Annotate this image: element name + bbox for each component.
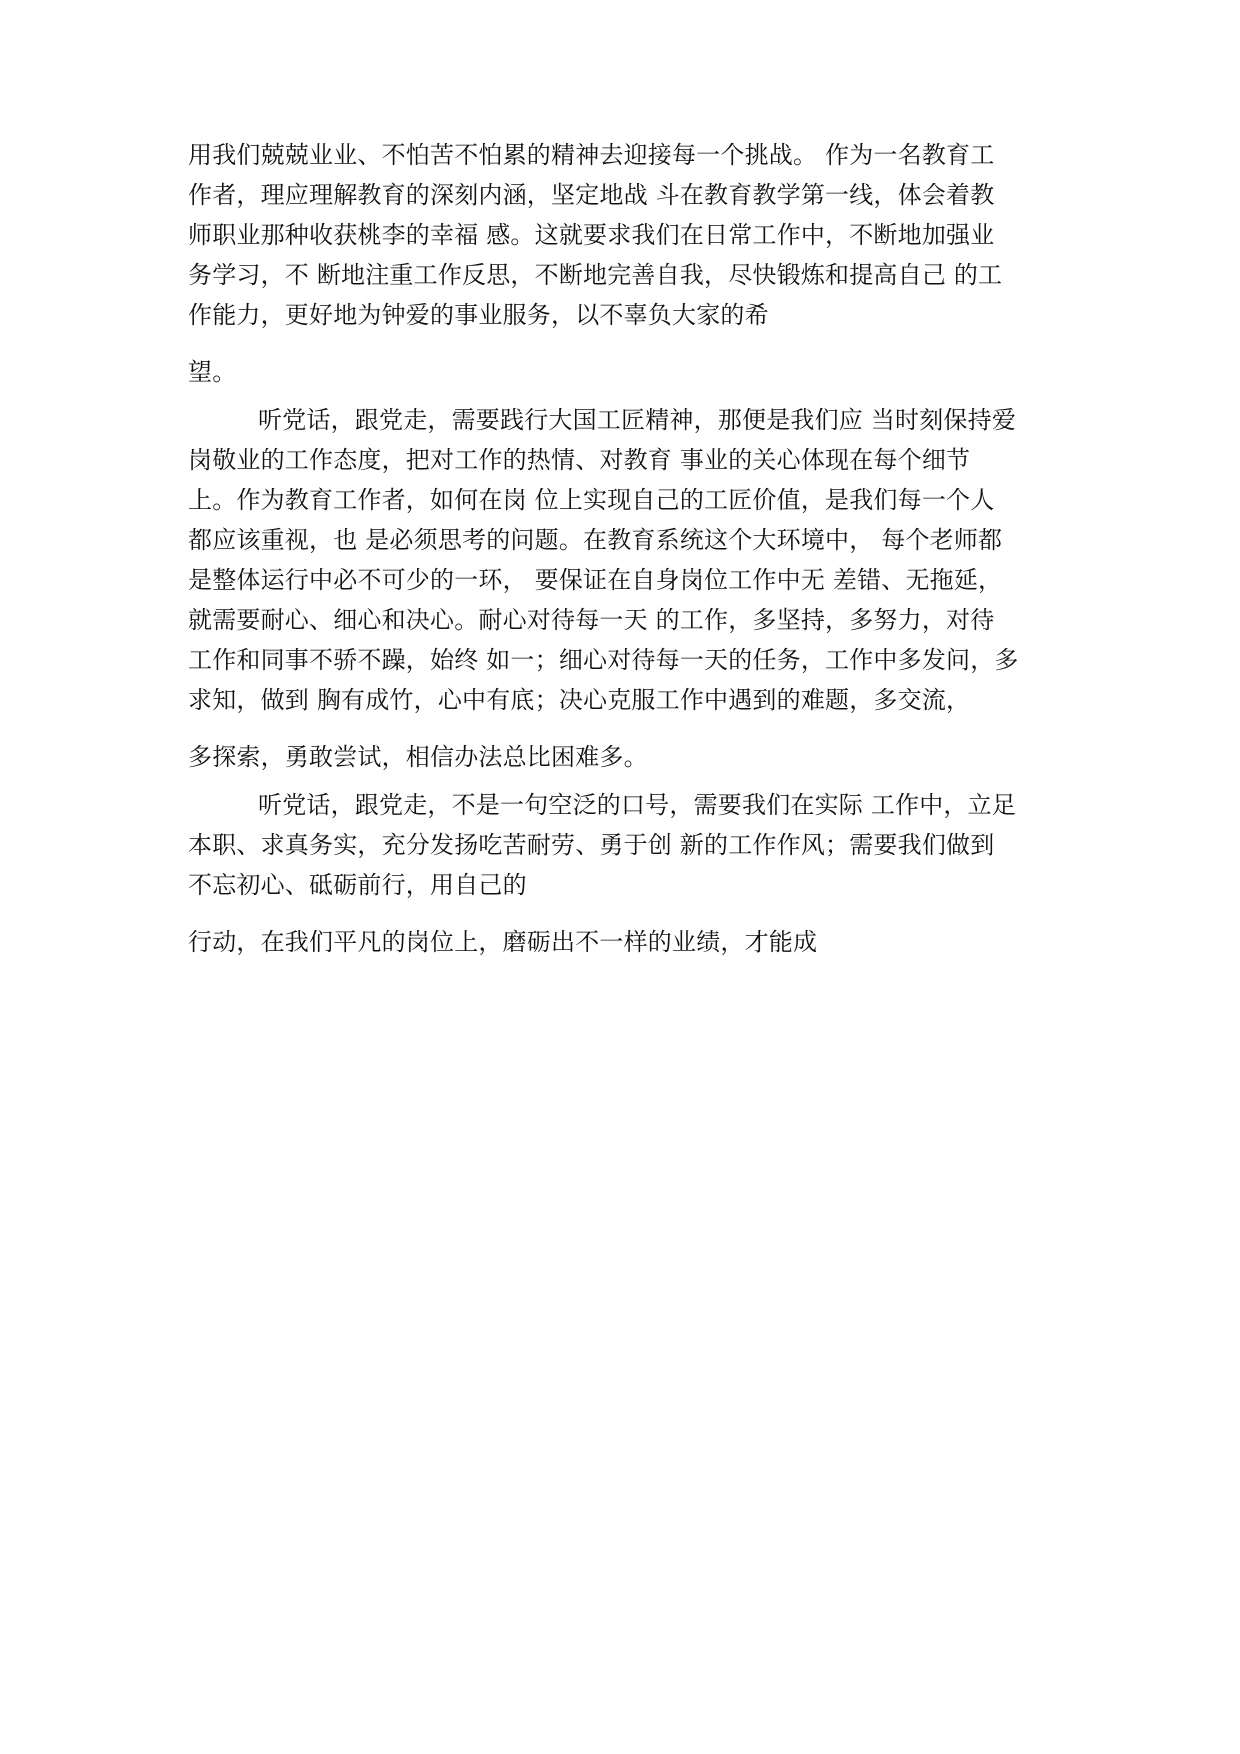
text-line: 就需要耐心、细心和决心。耐心对待每一天 的工作，多坚持，多努力，对待 [188,606,995,634]
text-line: 工作和同事不骄不躁，始终 如一；细心对待每一天的任务，工作中多发问，多 [188,646,1019,674]
text-line: 务学习，不 断地注重工作反思，不断地完善自我，尽快锻炼和提高自己 的工 [188,261,1003,289]
text-line: 行动，在我们平凡的岗位上，磨砺出不一样的业绩，才能成 [188,928,818,956]
text-line: 师职业那种收获桃李的幸福 感。这就要求我们在日常工作中，不断地加强业 [188,221,995,249]
text-line: 本职、求真务实，充分发扬吃苦耐劳、勇于创 新的工作作风；需要我们做到 [188,831,995,859]
text-line: 作者，理应理解教育的深刻内涵，坚定地战 斗在教育教学第一线，体会着教 [188,181,995,209]
text-line: 多探索，勇敢尝试，相信办法总比困难多。 [188,743,648,771]
text-line: 用我们兢兢业业、不怕苦不怕累的精神去迎接每一个挑战。 作为一名教育工 [188,141,995,169]
text-line: 上。作为教育工作者，如何在岗 位上实现自己的工匠价值，是我们每一个人 [188,486,995,514]
text-line: 求知，做到 胸有成竹，心中有底；决心克服工作中遇到的难题，多交流， [188,686,971,714]
text-line: 是整体运行中必不可少的一环， 要保证在自身岗位工作中无 差错、无拖延， [188,566,1003,594]
text-line: 都应该重视，也 是必须思考的问题。在教育系统这个大环境中， 每个老师都 [188,526,1003,554]
text-line: 听党话，跟党走，需要践行大国工匠精神，那便是我们应 当时刻保持爱 [258,406,1017,434]
text-line: 岗敬业的工作态度，把对工作的热情、对教育 事业的关心体现在每个细节 [188,446,971,474]
text-line: 作能力，更好地为钟爱的事业服务，以不辜负大家的希 [188,301,769,329]
text-line: 听党话，跟党走，不是一句空泛的口号，需要我们在实际 工作中，立足 [258,791,1017,819]
text-line: 望。 [188,358,237,386]
text-line: 不忘初心、砥砺前行，用自己的 [188,871,527,899]
